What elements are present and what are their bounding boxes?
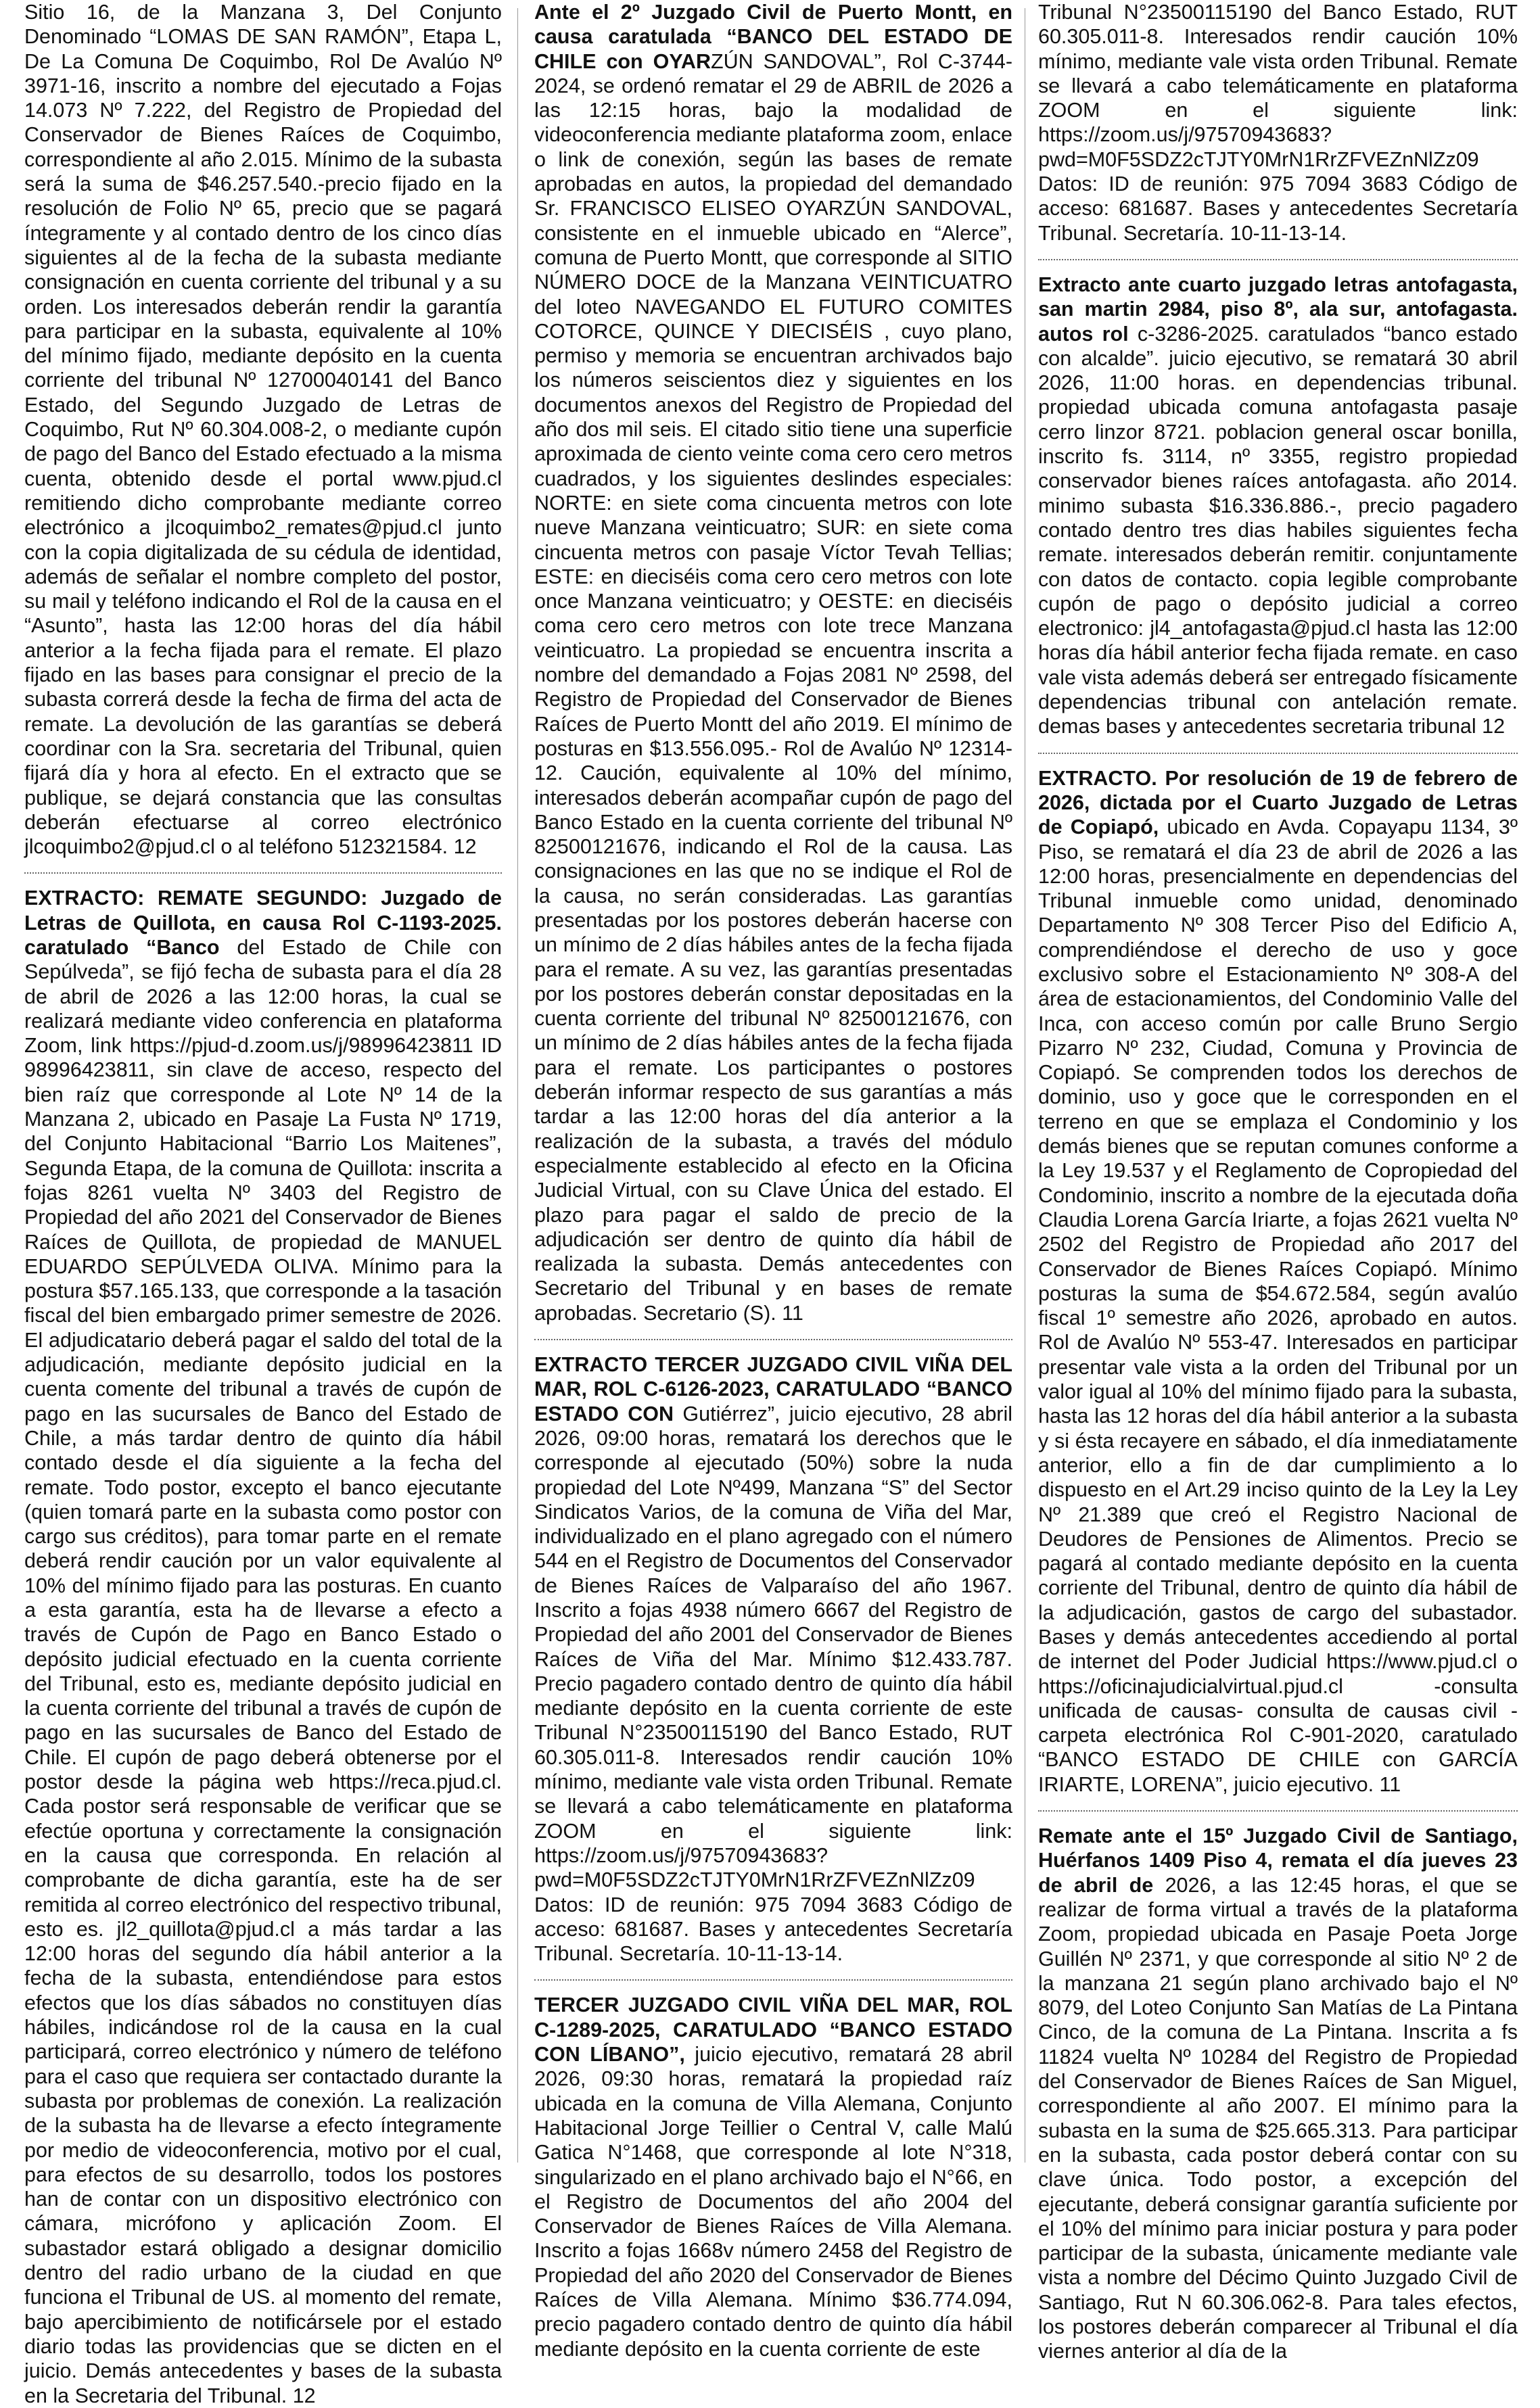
notice-copiapo xyxy=(1038,766,1518,1797)
notice-heading: Extracto ante cuarto juzgado letras antofagasta, san martin 2984, piso 8º, ala sur, antofagasta. autos rol xyxy=(1038,273,1518,346)
notice-body: Tribunal N°23500115190 del Banco Estado, RUT 60.305.011-8. Interesados rendir caución 10% mínimo, mediante vale vista orden Tribunal. Remate se llevará a cabo telemáticamente en plataforma ZOOM en el siguiente link: https://zoom.us/j/97570943683?pwd=M0F5SDZ2cTJTY0MrN1RrZFVEZnNlZz09 Datos: ID de reunión: 975 7094 3683 Código de acceso: 681687. Bases y antecedentes Secretaría Tribunal. Secretaría. 10-11-13-14. xyxy=(1038,1,1518,245)
notice-heading: EXTRACTO: REMATE SEGUNDO: Juzgado de Letras de Quillota, en causa Rol C-1193-2025. caratulado “Banco xyxy=(24,887,502,959)
notice-body: juicio ejecutivo, rematará 28 abril 2026, 09:30 horas, rematará la propiedad raíz ubicada en la comuna de Villa Alemana, Conjunto Habitacional Jorge Teillier o Central V, calle Malú Gatica N°1468, que corresponde al lote N°318, singularizado en el plano archivado bajo el N°66, en el Registro de Documentos del año 2004 del Conservador de Bienes Raíces de Villa Alemana. Inscrito a fojas 1668v número 2458 del Registro de Propiedad del año 2020 del Conservador de Bienes Raíces de Villa Alemana. Mínimo $36.774.094, precio pagadero contado dentro de quinto día hábil mediante depósito en la cuenta corriente de este xyxy=(534,2043,1013,2361)
notice-body: ZÚN SANDOVAL”, Rol C-3744-2024, se ordenó rematar el 29 de ABRIL de 2026 a las 12:15 horas, bajo la modalidad de videoconferencia mediante plataforma zoom, enlace o link de conexión, según las bases de remate aprobadas en autos, la propiedad del demandado Sr. FRANCISCO ELISEO OYARZÚN SANDOVAL, consistente en el inmueble ubicado en “Alerce”, comuna de Puerto Montt, que corresponde al SITIO NÚMERO DOCE de la Manzana VEINTICUATRO del loteo NAVEGANDO EL FUTURO COMITES COTORCE, QUINCE Y DIECISÉIS , cuyo plano, permiso y memoria se encuentran archivados bajo los números seiscientos diez y siguientes en los documentos anexos del Registro de Propiedad del año dos mil seis. El citado sitio tiene una superficie aproximada de ciento veinte coma cero cero metros cuadrados, y los siguientes deslindes especiales: NORTE: en siete coma cincuenta metros con lote nueve Manzana veinticuatro; SUR: en siete coma cincuenta metros con pasaje Víctor Tevah Tellias; ESTE: en dieciséis coma cero cero metros con lote once Manzana veinticuatro; y OESTE: en dieciséis coma cero cero metros con lote trece Manzana veinticuatro. La propiedad se encuentra inscrita a nombre del demandado a Fojas 2081 Nº 2598, del Registro de Propiedad del Conservador de Bienes Raíces de Puerto Montt del año 2019. El mínimo de posturas en $13.556.095.- Rol de Avalúo Nº 12314-12. Caución, equivalente al 10% del mínimo, interesados deberán acompañar cupón de pago del Banco Estado en la cuenta corriente del tribunal Nº 82500121676, indicando el Rol de la causa. Las consignaciones en las que no se indique el Rol de la causa, no serán consideradas. Las garantías presentadas por los postores deberán hacerse con un mínimo de 2 días hábiles antes de la fecha fijada para el remate. A su vez, las garantías presentadas por los postores deberán constar depositadas en la cuenta corriente del tribunal Nº 82500121676, con un mínimo de 2 días hábiles antes de la fecha fijada para el remate. Los participantes o postores deberán informar respecto de sus garantías a más tardar a las 12:00 horas del día anterior a la realización de la subasta, a través del módulo especialmente establecido al efecto en la Oficina Judicial Virtual, con su Clave Única del estado. El plazo para pagar el saldo de precio de la adjudicación ser dentro de quinto día hábil de realizada la subasta. Demás antecedentes con Secretario del Tribunal y en bases de remate aprobadas. Secretario (S). 11 xyxy=(534,49,1012,1325)
notice-vina-gutierrez xyxy=(534,1352,1012,1966)
column-1 xyxy=(24,0,502,2407)
notice-heading: EXTRACTO. Por resolución de 19 de febrero de 2026, dictada por el Cuarto Juzgado de Letras de Copiapó, xyxy=(1038,766,1518,839)
notice-heading: Remate ante el 15º Juzgado Civil de Santiago, Huérfanos 1409 Piso 4, remata el día jueves 23 de abril de xyxy=(1038,1824,1518,1897)
notice-separator xyxy=(1038,753,1518,754)
notice-body: Gutiérrez”, juicio ejecutivo, 28 abril 2026, 09:00 horas, rematará los derechos que le corresponde al ejecutado (50%) sobre la nuda propiedad del Lote Nº499, Manzana “S” del Sector Sindicatos Varios, de la comuna de Viña del Mar, individualizado en el plano agregado con el número 544 en el Registro de Documentos del Conservador de Bienes Raíces de Valparaíso del año 1967. Inscrito a fojas 4938 número 6667 del Registro de Propiedad del año 2001 del Conservador de Bienes Raíces de Viña del Mar. Mínimo $12.433.787. Precio pagadero contado dentro de quinto día hábil mediante depósito en la cuenta corriente de este Tribunal N°23500115190 del Banco Estado, RUT 60.305.011-8. Interesados rendir caución 10% mínimo, mediante vale vista orden Tribunal. Remate se llevará a cabo telemáticamente en plataforma ZOOM en el siguiente link: https://zoom.us/j/97570943683?pwd=M0F5SDZ2cTJTY0MrN1RrZFVEZnNlZz09 Datos: ID de reunión: 975 7094 3683 Código de acceso: 681687. Bases y antecedentes Secretaría Tribunal. Secretaría. 10-11-13-14. xyxy=(534,1402,1012,1966)
notice-body: c-3286-2025. caratulados “banco estado con alcalde”. juicio ejecutivo, se rematará 30 abril 2026, 11:00 horas. en dependencias tribunal. propiedad ubicada comuna antofagasta pasaje cerro linzor 8721. poblacion general oscar bonilla, inscrito fs. 3114, nº 3355, registro propiedad conservador bienes raíces antofagasta. año 2014. minimo subasta $16.336.886.-, precio pagadero contado dentro tres dias habiles siguientes fecha remate. interesados deberán remitir. conjuntamente con datos de contacto. copia legible comprobante cupón de pago o depósito judicial a correo electronico: jl4_antofagasta@pjud.cl hasta las 12:00 horas día hábil anterior fecha fijada remate. en caso vale vista además deberá ser entregado físicamente dependencias tribunal con antelación remate. demas bases y antecedentes secretaria tribunal 12 xyxy=(1038,322,1518,738)
notice-heading: Ante el 2º Juzgado Civil de Puerto Montt, en causa caratulada “BANCO DEL ESTADO DE CHILE con OYAR xyxy=(534,1,1012,73)
notice-vina-libano-continuation xyxy=(1038,0,1518,245)
column-rule xyxy=(517,8,518,2163)
notice-coquimbo-continuation xyxy=(24,0,502,859)
notice-body: Sitio 16, de la Manzana 3, Del Conjunto Denominado “LOMAS DE SAN RAMÓN”, Etapa L, De La Comuna De Coquimbo, Rol De Avalúo Nº 3971-16, inscrito a nombre del ejecutado a Fojas 14.073 Nº 7.222, del Registro de Propiedad del Conservador de Bienes Raíces de Coquimbo, correspondiente al año 2.015. Mínimo de la subasta será la suma de $46.257.540.-precio fijado en la resolución de Folio Nº 65, precio que se pagará íntegramente y al contado dentro de los cinco días siguientes al de la fecha de la subasta mediante consignación en cuenta corriente del tribunal y a su orden. Los interesados deberán rendir la garantía para participar en la subasta, equivalente al 10% del mínimo fijado, mediante depósito en la cuenta corriente del tribunal Nº 12700040141 del Banco Estado, del Segundo Juzgado de Letras de Coquimbo, Rut Nº 60.304.008-2, o mediante cupón de pago del Banco del Estado efectuado a la misma cuenta, obtenido desde el portal www.pjud.cl remitiendo dicho comprobante mediante correo electrónico a jlcoquimbo2_remates@pjud.cl junto con la copia digitalizada de su cédula de identidad, además de señalar el nombre completo del postor, su mail y teléfono indicando el Rol de la causa en el “Asunto”, hasta las 12:00 horas del día hábil anterior a la fecha fijada para el remate. El plazo fijado en las bases para consignar el precio de la subasta correrá desde la fecha de firma del acta de remate. La devolución de las garantías se deberá coordinar con la Sra. secretaria del Tribunal, quien fijará día y hora al efecto. En el extracto que se publique, se dejará constancia que las consultas deberán efectuarse al correo electrónico jlcoquimbo2@pjud.cl o al teléfono 512321584. 12 xyxy=(24,1,502,859)
notice-vina-libano xyxy=(534,1993,1012,2361)
notice-body: 2026, a las 12:45 horas, el que se realizar de forma virtual a través de la plataforma Zoom, propiedad ubicada en Pasaje Poeta Jorge Guillén Nº 2371, y que corresponde al sitio Nº 2 de la manzana 21 según plano archivado bajo el Nº 8079, del Loteo Conjunto San Matías de La Pintana Cinco, de la comuna de La Pintana. Inscrita a fs 11824 vuelta Nº 10284 del Registro de Propiedad del Conservador de Bienes Raíces de San Miguel, correspondiente al año 2007. El mínimo para la subasta en la suma de $25.665.313. Para participar en la subasta, cada postor deberá contar con su clave única. Todo postor, a excepción del ejecutante, deberá consignar garantía suficiente por el 10% del mínimo para iniciar postura y para poder participar de la subasta, únicamente mediante vale vista a nombre del Décimo Quinto Juzgado Civil de Santiago, Rut N 60.306.062-8. Para tales efectos, los postores deberán comparecer al Tribunal el día viernes anterior al día de la xyxy=(1038,1873,1518,2363)
notice-heading: TERCER JUZGADO CIVIL VIÑA DEL MAR, ROL C-1289-2025, CARATULADO “BANCO ESTADO CON LÍBANO”, xyxy=(534,1993,1012,2067)
notice-heading: EXTRACTO TERCER JUZGADO CIVIL VIÑA DEL MAR, ROL C-6126-2023, CARATULADO “BANCO ESTADO CON xyxy=(534,1353,1012,1425)
notice-separator xyxy=(1038,259,1518,260)
notice-santiago xyxy=(1038,1824,1518,2364)
notice-separator xyxy=(534,1979,1012,1981)
notice-separator xyxy=(1038,1810,1518,1812)
notice-separator xyxy=(24,872,502,874)
notice-body: ubicado en Avda. Copayapu 1134, 3º Piso, se rematará el día 23 de abril de 2026 a las 12:00 horas, presencialmente en dependencias del Tribunal inmueble como unidad, denominado Departamento Nº 308 Tercer Piso del Edificio A, comprendiéndose el derecho de uso y goce exclusivo sobre el Estacionamiento Nº 308-A del área de estacionamientos, del Condominio Valle del Inca, con acceso común por calle Bruno Sergio Pizarro Nº 232, Ciudad, Comuna y Provincia de Copiapó. Se comprenden todos los derechos de dominio, uso y goce que le corresponden en el terreno en que se emplaza el Condominio y los demás bienes que se reputan comunes conforme a la Ley 19.537 y el Reglamento de Copropiedad del Condominio, inscrito a nombre de la ejecutada doña Claudia Lorena García Iriarte, a fojas 2621 vuelta Nº 2502 del Registro de Propiedad año 2017 del Conservador de Bienes Raíces Copiapó. Mínimo posturas la suma de $54.672.584, según avalúo fiscal 1º semestre año 2026, aprobado en autos. Rol de Avalúo Nº 553-47. Interesados en participar presentar vale vista a la orden del Tribunal por un valor igual al 10% del mínimo fijado para la subasta, hasta las 12 horas del día hábil anterior a la subasta y si ésta recayere en sábado, el día inmediatamente anterior, ello a fin de dar cumplimiento a lo dispuesto en el Art.29 inciso quinto de la Ley la Ley Nº 21.389 que creó el Registro Nacional de Deudores de Pensiones de Alimentos. Precio se pagará al contado mediante depósito en la cuenta corriente del Tribunal, dentro de quinto día hábil de la adjudicación, gastos de cargo del subastador. Bases y demás antecedentes accediendo al portal de internet del Poder Judicial https://www.pjud.cl o https://oficinajudicialvirtual.pjud.cl -consulta unificada de causas- consulta de causas civil - carpeta electrónica Rol C-901-2020, caratulado “BANCO ESTADO DE CHILE con GARCÍA IRIARTE, LORENA”, juicio ejecutivo. 11 xyxy=(1038,816,1518,1796)
notice-body: del Estado de Chile con Sepúlveda”, se fijó fecha de subasta para el día 28 de abril de 2026 a las 12:00 horas, la cual se realizará mediante video conferencia en plataforma Zoom, link https://pjud-d.zoom.us/j/98996423811 ID 98996423811, sin clave de acceso, respecto del bien raíz que corresponde al Lote Nº 14 de la Manzana 2, ubicado en Pasaje La Fusta Nº 1719, del Conjunto Habitacional “Barrio Los Maitenes”, Segunda Etapa, de la comuna de Quillota: inscrita a fojas 8261 vuelta Nº 3403 del Registro de Propiedad del año 2021 del Conservador de Bienes Raíces de Quillota, de propiedad de MANUEL EDUARDO SEPÚLVEDA OLIVA. Mínimo para la postura $57.165.133, que corresponde a la tasación fiscal del bien embargado primer semestre de 2026. El adjudicatario deberá pagar el saldo del total de la adjudicación, mediante depósito judicial en la cuenta comente del tribunal a través de cupón de pago en las sucursales de Banco del Estado de Chile, a más tardar dentro de quinto día hábil contado desde el día siguiente a la fecha del remate. Todo postor, excepto el banco ejecutante (quien tomará parte en la subasta como postor con cargo sus créditos), para tomar parte en el remate deberá rendir caución por un valor equivalente al 10% del mínimo fijado para las posturas. En cuanto a esta garantía, esta ha de llevarse a efecto a través de Cupón de Pago en Banco Estado o depósito judicial efectuado en la cuenta corriente del Tribunal, esto es, mediante depósito judicial en la cuenta corriente del tribunal a través de cupón de pago en las sucursales de Banco del Estado de Chile. El cupón de pago deberá obtenerse por el postor desde la página web https://reca.pjud.cl. Cada postor será responsable de verificar que se efectúe oportuna y correctamente la consignación en la causa que corresponda. En relación al comprobante de dicha garantía, este ha de ser remitida al correo electrónico del respectivo tribunal, esto es. jl2_quillota@pjud.cl a más tardar a las 12:00 horas del segundo día hábil anterior a la fecha de la subasta, entendiéndose para estos efectos que los días sábados no constituyen días hábiles, indicándose rol de la causa en la cual participará, correo electrónico y número de teléfono para el caso que requiera ser contactado durante la subasta por problemas de conexión. La realización de la subasta ha de llevarse a efecto íntegramente por medio de videoconferencia, motivo por el cual, para efectos de su desarrollo, todos los postores han de contar con un dispositivo electrónico con cámara, micrófono y aplicación Zoom. El subastador estará obligado a designar domicilio dentro del radio urbano de la ciudad en que funciona el Tribunal de US. al momento del remate, bajo apercibimiento de notificársele por el estado diario todas las providencias que se dicten en el juicio. Demás antecedentes y bases de la subasta en la Secretaria del Tribunal. 12 xyxy=(24,935,502,2407)
column-2 xyxy=(534,0,1013,2361)
notice-quillota xyxy=(24,886,502,2407)
notice-antofagasta xyxy=(1038,273,1518,739)
notice-puerto-montt xyxy=(534,0,1012,1325)
column-3 xyxy=(1038,0,1518,2363)
notice-separator xyxy=(534,1339,1012,1340)
